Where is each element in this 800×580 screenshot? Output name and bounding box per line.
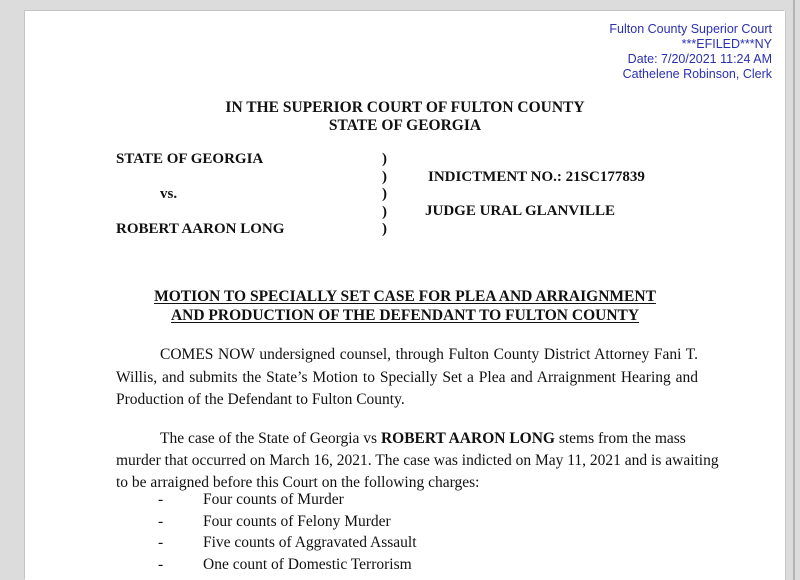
efile-stamp-court: Fulton County Superior Court [609, 22, 772, 36]
caption-parentheses [382, 151, 387, 239]
caption-paren: ) [382, 186, 387, 202]
defendant-name-bold: ROBERT AARON LONG [380, 430, 555, 447]
viewer-scroll-edge[interactable] [793, 0, 795, 580]
efile-stamp-clerk: Cathelene Robinson, Clerk [622, 67, 772, 81]
court-header-line2: STATE OF GEORGIA [328, 117, 482, 134]
paragraph-case-line1-end: stems from the mass [554, 430, 686, 447]
motion-title-line1: MOTION TO SPECIALLY SET CASE FOR PLEA AND ARRAIGNMENT [154, 288, 656, 305]
paragraph-comes-now-text: COMES NOW undersigned counsel, through Fulton County District Attorney Fani T. Willis, and submits the State’s Motion to Specially Set a Plea and Arraignment Hearing and Production of the Defendant to Fulton County. [116, 346, 698, 408]
charge-item [25, 489, 785, 511]
motion-title [25, 288, 785, 325]
indictment-number: INDICTMENT NO.: 21SC177839 [428, 169, 645, 185]
caption-paren: ) [382, 168, 387, 185]
paragraph-comes-now [116, 344, 698, 412]
caption-defendant: ROBERT AARON LONG [116, 221, 285, 237]
caption-paren: ) [382, 221, 387, 237]
document-page [25, 11, 785, 580]
court-header [25, 99, 785, 135]
charge-item [25, 554, 785, 576]
charge-item [25, 511, 785, 533]
charge-bullet: - [158, 534, 164, 551]
charge-item [25, 532, 785, 554]
caption-versus: vs. [160, 186, 178, 202]
paragraph-case-summary [116, 428, 719, 494]
charge-bullet: - [158, 491, 164, 508]
paragraph-case-line1-start: The case of the State of Georgia vs [160, 430, 381, 447]
charge-bullet: - [158, 512, 164, 530]
paragraph-case-line1 [116, 428, 716, 450]
judge-name: JUDGE URAL GLANVILLE [425, 203, 616, 219]
efile-stamp-date: Date: 7/20/2021 11:24 AM [627, 52, 772, 66]
caption-plaintiff: STATE OF GEORGIA [116, 151, 264, 167]
charge-text: Four counts of Murder [203, 491, 344, 508]
charges-list [25, 489, 785, 575]
paragraph-case-line2: murder that occurred on March 16, 2021. The case was indicted on May 11, 2021 and is awaiting [116, 452, 719, 469]
efile-stamp-status: ***EFILED***NY [681, 37, 772, 51]
charge-text: Four counts of Felony Murder [203, 512, 391, 530]
efile-stamp [609, 22, 772, 82]
caption-paren: ) [382, 151, 387, 167]
caption-paren: ) [382, 203, 387, 220]
charge-text: One count of Domestic Terrorism [203, 555, 412, 573]
charge-bullet: - [158, 555, 164, 573]
paragraph-case-line3: to be arraigned before this Court on the following charges: [116, 474, 480, 491]
motion-title-line2: AND PRODUCTION OF THE DEFENDANT TO FULTON COUNTY [170, 306, 640, 324]
court-header-line1: IN THE SUPERIOR COURT OF FULTON COUNTY [225, 99, 585, 116]
charge-text: Five counts of Aggravated Assault [203, 534, 417, 551]
